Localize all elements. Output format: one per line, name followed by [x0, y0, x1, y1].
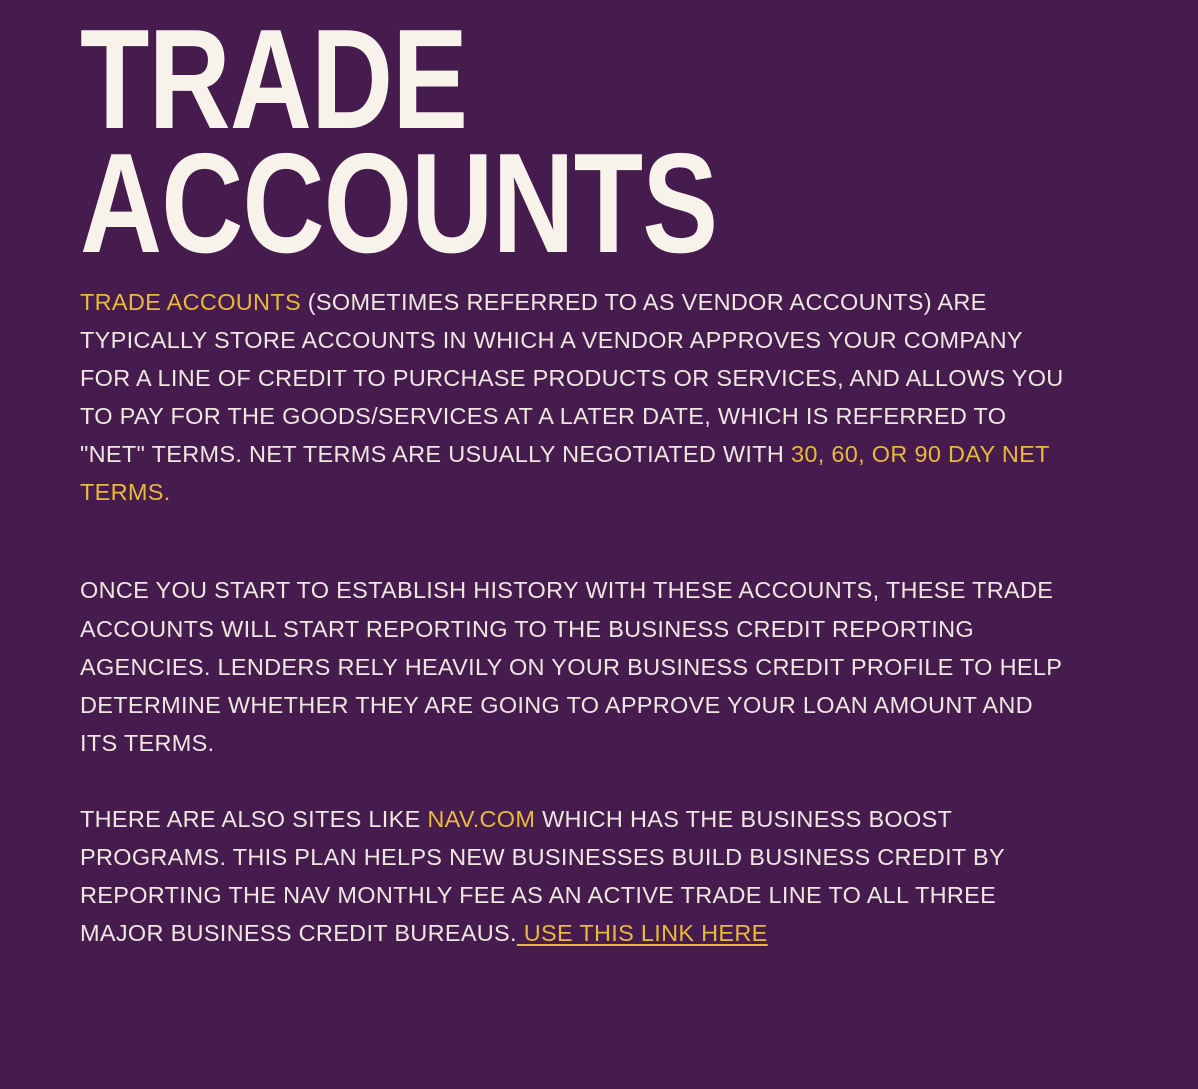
paragraph-reporting: ONCE YOU START TO ESTABLISH HISTORY WITH THESE ACCOUNTS, THESE TRADE ACCOUNTS WILL START REPORTING TO THE BUSINESS CREDIT REPORTING AGENCIES. LENDERS RELY HEAVILY ON YOUR BUSINESS CREDIT PROFILE TO HELP DETERMINE WHETHER THEY ARE GOING TO APPROVE YOUR LOAN AMOUNT AND ITS TERMS. [80, 577, 1062, 756]
paragraph-spacer-2 [80, 762, 1070, 800]
paragraph-definition-text: (SOMETIMES REFERRED TO AS VENDOR ACCOUNTS) ARE TYPICALLY STORE ACCOUNTS IN WHICH A VENDOR APPROVES YOUR COMPANY FOR A LINE OF CREDIT TO PURCHASE PRODUCTS OR SERVICES, AND ALLOWS YOU TO PAY FOR THE GOODS/SERVICES AT A LATER DATE, WHICH IS REFERRED TO "NET" TERMS. NET TERMS ARE USUALLY NEGOTIATED WITH [80, 289, 1064, 468]
paragraph-spacer-1 [80, 511, 1070, 571]
page-title-line-2: ACCOUNTS [80, 123, 718, 283]
accent-nav-site: NAV.COM [427, 805, 536, 832]
paragraph-nav-lead: THERE ARE ALSO SITES LIKE [80, 805, 428, 832]
accent-net-terms: 30, 60, OR 90 DAY NET TERMS. [80, 441, 1050, 506]
paragraph-nav-mid: WHICH HAS THE BUSINESS BOOST PROGRAMS. THIS PLAN HELPS NEW BUSINESSES BUILD BUSINESS CREDIT BY REPORTING THE NAV MONTHLY FEE AS AN ACTIVE TRADE LINE TO ALL THREE MAJOR BUSINESS CREDIT BUREAUS. [80, 805, 1005, 946]
use-this-link-here-link[interactable]: USE THIS LINK HERE [516, 919, 768, 946]
page-title-line-1: TRADE [80, 0, 468, 159]
page-title [80, 0, 910, 283]
body-content [80, 283, 1070, 952]
paragraph-nav [80, 800, 1070, 952]
accent-trade-accounts: TRADE ACCOUNTS [80, 289, 301, 316]
paragraph-definition [80, 283, 1070, 511]
